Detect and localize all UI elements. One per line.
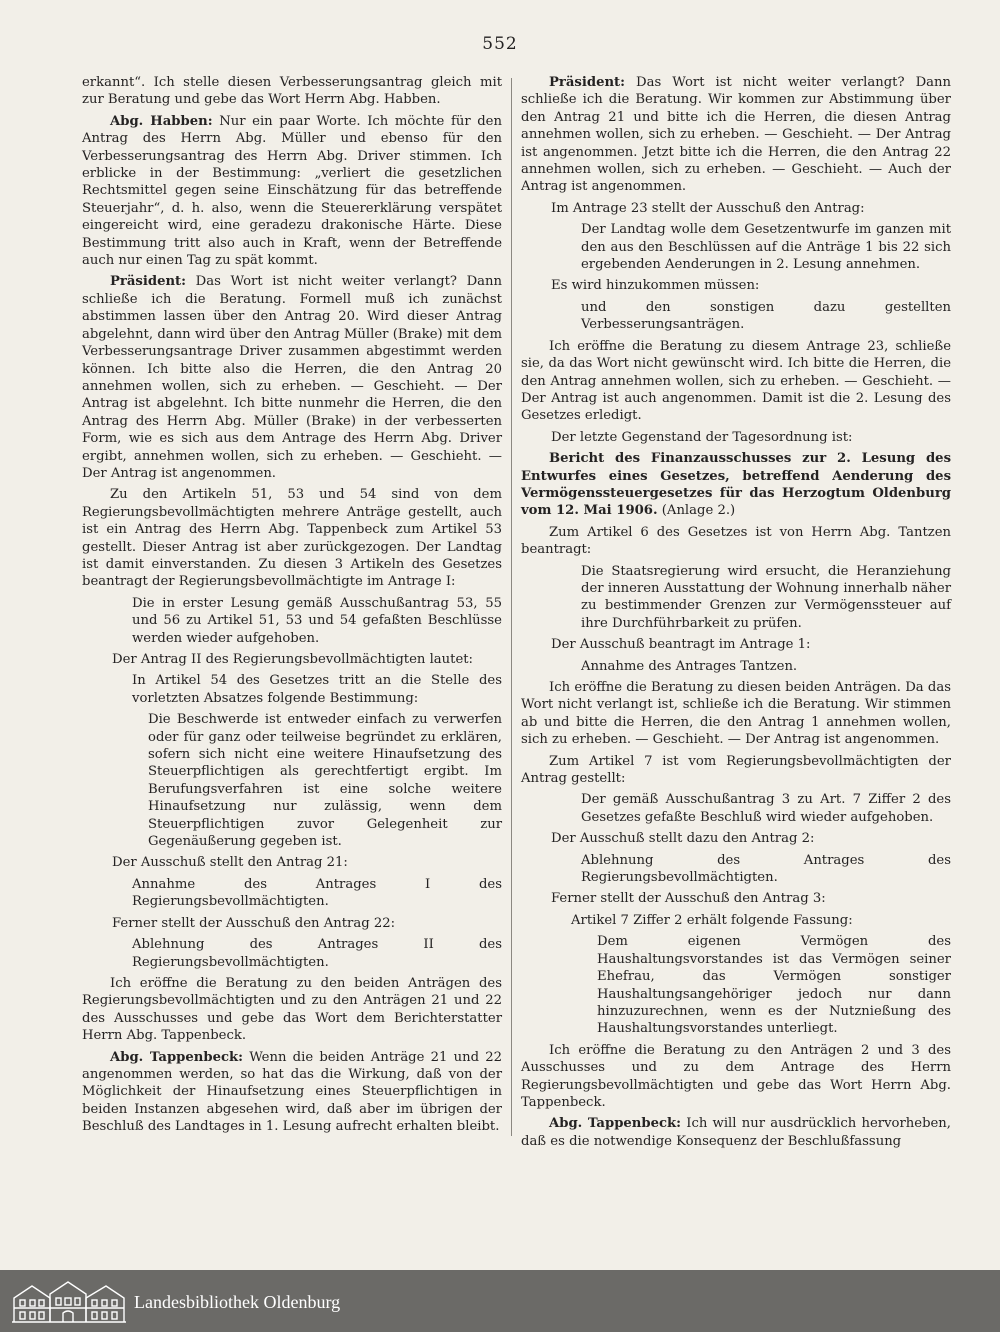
paragraph-text: Wenn die beiden Anträge 21 und 22 angenommen werden, so hat das die Wirkung, daß von der Möglichkeit der Hinaufsetzung eines Steuerpflichtigen in beiden Instanzen abgesehen wird, daß aber im übrigen der Beschluß des Landtages in 1. Lesung aufrecht erhalten bleibt. <box>82 1049 502 1135</box>
paragraph-text: Ablehnung des Antrages des Regierungsbevollmächtigten. <box>581 852 951 886</box>
paragraph <box>82 975 502 1045</box>
paragraph <box>597 933 951 1037</box>
library-name: Landesbibliothek Oldenburg <box>134 1292 341 1312</box>
library-building-icon <box>10 1278 128 1324</box>
paragraph-text: Ich eröffne die Beratung zu diesen beiden Anträgen. Da das Wort nicht verlangt ist, schließe ich die Beratung. Wir stimmen ab und bitte die Herren, die den Antrag 1 annehmen wollen, sich zu erheben. — Geschieht. — Der Antrag ist angenommen. <box>521 680 951 748</box>
paragraph <box>148 711 502 850</box>
speaker-label: Präsident: <box>110 274 187 290</box>
paragraph <box>521 1115 951 1150</box>
paragraph <box>521 450 951 520</box>
paragraph-text: Dem eigenen Vermögen des Haushaltungsvorstandes ist das Vermögen seiner Ehefrau, das Vermögen sonstiger Haushaltungsangehöriger jedoch nur dann hinzuzurechnen, wenn es der Nutznießung des Haushaltungsvorstandes unterliegt. <box>597 934 951 1037</box>
right-column <box>521 74 951 1154</box>
paragraph-text: Ich eröffne die Beratung zu diesem Antrage 23, schließe sie, da das Wort nicht gewünscht wird. Ich bitte die Herren, die den Antrag annehmen wollen, sich zu erheben. — Geschieht. — Der Antrag ist auch angenommen. Damit ist die 2. Lesung des Gesetzes erledigt. <box>521 338 951 424</box>
paragraph <box>112 915 502 932</box>
paragraph-text: Der Ausschuß beantragt im Antrage 1: <box>551 637 811 653</box>
paragraph <box>132 595 502 647</box>
paragraph <box>581 221 951 273</box>
paragraph-text: Die Staatsregierung wird ersucht, die Heranziehung der inneren Ausstattung der Wohnung innerhalb näher zu bestimmender Grenzen zur Vermögenssteuer auf ihre Durchführbarkeit zu prüfen. <box>581 563 951 631</box>
paragraph <box>521 679 951 749</box>
paragraph-text: In Artikel 54 des Gesetzes tritt an die Stelle des vorletzten Absatzes folgende Bestimmung: <box>132 673 502 706</box>
paragraph-text: Artikel 7 Ziffer 2 erhält folgende Fassung: <box>571 912 853 928</box>
paragraph-text: Zu den Artikeln 51, 53 und 54 sind von dem Regierungsbevollmächtigten mehrere Anträge gestellt, auch ist ein Antrag des Herrn Abg. Tappenbeck zum Artikel 53 gestellt. Dieser Antrag ist aber zurückgezogen. Der Landtag ist damit einverstanden. Zu diesen 3 Artikeln des Gesetzes beantragt der Regierungsbevollmächtigte im Antrage I: <box>82 487 502 590</box>
paragraph <box>521 1042 951 1112</box>
paragraph <box>132 936 502 971</box>
column-divider <box>511 78 512 1136</box>
paragraph <box>551 429 951 446</box>
agenda-item-heading: Bericht des Finanzausschusses zur 2. Lesung des Entwurfes eines Gesetzes, betreffend Aenderung des Vermögenssteuergesetzes für das Herzogtum Oldenburg vom 12. Mai 1906. <box>521 451 951 519</box>
paragraph <box>112 651 502 668</box>
paragraph-text: erkannt“. Ich stelle diesen Verbesserungsantrag gleich mit zur Beratung und gebe das Wort Herrn Abg. Habben. <box>82 75 502 108</box>
paragraph <box>581 658 951 675</box>
paragraph-text: Der Antrag II des Regierungsbevollmächtigten lautet: <box>112 652 473 667</box>
paragraph-text: Annahme des Antrages I des Regierungsbevollmächtigten. <box>132 876 502 910</box>
paragraph-text: Der Ausschuß stellt dazu den Antrag 2: <box>551 831 815 847</box>
paragraph-text: Die Beschwerde ist entweder einfach zu verwerfen oder für ganz oder teilweise begründet zu erklären, sofern sich nicht eine weitere Hinaufsetzung des Steuerpflichtigen als gerechtfertigt ergibt. Im Berufungsverfahren ist eine solche weitere Hinaufsetzung nur zulässig, wenn dem Steuerpflichtigen zuvor Gelegenheit zur Gegenäußerung gegeben ist. <box>148 712 502 850</box>
paragraph <box>581 791 951 826</box>
paragraph-text: Zum Artikel 7 ist vom Regierungsbevollmächtigten der Antrag gestellt: <box>521 753 951 787</box>
paragraph-text: Ablehnung des Antrages II des Regierungsbevollmächtigten. <box>132 937 502 970</box>
page-number: 552 <box>482 34 518 54</box>
paragraph <box>581 299 951 334</box>
footer-bar <box>0 1270 1000 1332</box>
paragraph-text: Das Wort ist nicht weiter verlangt? Dann schließe ich die Beratung. Wir kommen zur Abstimmung über den Antrag 21 und bitte ich die Herren, die diesen Antrag annehmen wollen, sich zu erheben. — Geschieht. — Der Antrag ist angenommen. Jetzt bitte ich die Herren, die den Antrag 22 annehmen wollen, sich zu erheben. — Geschieht. — Auch der Antrag ist angenommen. <box>521 75 951 195</box>
paragraph <box>521 524 951 559</box>
paragraph-text: Das Wort ist nicht weiter verlangt? Dann schließe ich die Beratung. Formell muß ich zunächst abstimmen lassen über den Antrag 20. Wird dieser Antrag abgelehnt, dann wird über den Antrag Müller (Brake) mit dem Verbesserungsantrage Driver zusammen abgestimmt werden können. Ich bitte also die Herren, die den Antrag 20 annehmen wollen, sich zu erheben. — Geschieht. — Der Antrag ist abgelehnt. Ich bitte nunmehr die Herren, die den Antrag des Herrn Abg. Müller (Brake) in der verbesserten Form, wie es sich aus dem Antrage des Herrn Abg. Driver ergibt, annehmen wollen, sich zu erheben. — Geschieht. — Der Antrag ist angenommen. <box>82 274 502 481</box>
paragraph-text: und den sonstigen dazu gestellten Verbesserungsanträgen. <box>581 299 951 333</box>
paragraph <box>82 1049 502 1136</box>
paragraph <box>132 876 502 911</box>
paragraph-text: Ich will nur ausdrücklich hervorheben, daß es die notwendige Konsequenz der Beschlußfassung <box>521 1116 951 1149</box>
paragraph-text: Der letzte Gegenstand der Tagesordnung ist: <box>551 429 853 445</box>
paragraph <box>82 74 502 109</box>
speaker-label: Abg. Tappenbeck: <box>549 1116 682 1132</box>
paragraph-text: Ferner stellt der Ausschuß den Antrag 22: <box>112 915 396 931</box>
paragraph-text: Ferner stellt der Ausschuß den Antrag 3: <box>551 891 826 907</box>
paragraph-text: Es wird hinzukommen müssen: <box>551 278 760 294</box>
paragraph <box>521 753 951 788</box>
paragraph <box>551 200 951 217</box>
paragraph <box>112 854 502 871</box>
paragraph <box>82 486 502 590</box>
paragraph-text: (Anlage 2.) <box>657 503 736 519</box>
paragraph <box>581 563 951 633</box>
paragraph-text: Im Antrage 23 stellt der Ausschuß den Antrag: <box>551 200 865 216</box>
paragraph-text: Annahme des Antrages Tantzen. <box>581 658 798 674</box>
paragraph <box>551 636 951 653</box>
paragraph-text: Nur ein paar Worte. Ich möchte für den Antrag des Herrn Abg. Müller und ebenso für den Verbesserungsantrag des Herrn Abg. Driver stimmen. Ich erblicke in der Bestimmung: „verliert die gesetzlichen Rechtsmittel gegen seine Einschätzung für das betreffende Steuerjahr“, d. h. also, wenn die Steuererklärung verspätet eingereicht wird, eine geradezu drakonische Härte. Diese Bestimmung tritt also auch in Kraft, wenn der Betreffende auch nur einen Tag zu spät kommt. <box>82 113 502 269</box>
paragraph-text: Die in erster Lesung gemäß Ausschußantrag 53, 55 und 56 zu Artikel 51, 53 und 54 gefaßten Beschlüsse werden wieder aufgehoben. <box>132 595 502 646</box>
paragraph-text: Ich eröffne die Beratung zu den Anträgen 2 und 3 des Ausschusses und zu dem Antrage des Herrn Regierungsbevollmächtigten und gebe das Wort Herrn Abg. Tappenbeck. <box>521 1042 951 1110</box>
paragraph <box>551 890 951 907</box>
paragraph <box>132 672 502 707</box>
paragraph-text: Ich eröffne die Beratung zu den beiden Anträgen des Regierungsbevollmächtigten und zu den Anträgen 21 und 22 des Ausschusses und gebe das Wort dem Berichterstatter Herrn Abg. Tappenbeck. <box>82 975 502 1044</box>
speaker-label: Präsident: <box>549 75 626 90</box>
paragraph-text: Zum Artikel 6 des Gesetzes ist von Herrn Abg. Tantzen beantragt: <box>521 524 951 558</box>
paragraph-text: Der Ausschuß stellt den Antrag 21: <box>112 855 348 871</box>
speaker-label: Abg. Habben: <box>110 113 213 129</box>
paragraph <box>82 273 502 482</box>
paragraph <box>551 277 951 294</box>
paragraph <box>581 852 951 887</box>
paragraph <box>551 830 951 847</box>
paragraph <box>571 912 951 929</box>
paragraph <box>521 338 951 425</box>
left-column <box>82 74 502 1140</box>
paragraph <box>82 113 502 270</box>
paragraph <box>521 74 951 196</box>
paragraph-text: Der Landtag wolle dem Gesetzentwurfe im ganzen mit den aus den Beschlüssen auf die Anträge 1 bis 22 sich ergebenden Aenderungen in 2. Lesung annehmen. <box>581 222 951 273</box>
paragraph-text: Der gemäß Ausschußantrag 3 zu Art. 7 Ziffer 2 des Gesetzes gefaßte Beschluß wird wieder aufgehoben. <box>581 792 951 825</box>
speaker-label: Abg. Tappenbeck: <box>110 1049 244 1065</box>
